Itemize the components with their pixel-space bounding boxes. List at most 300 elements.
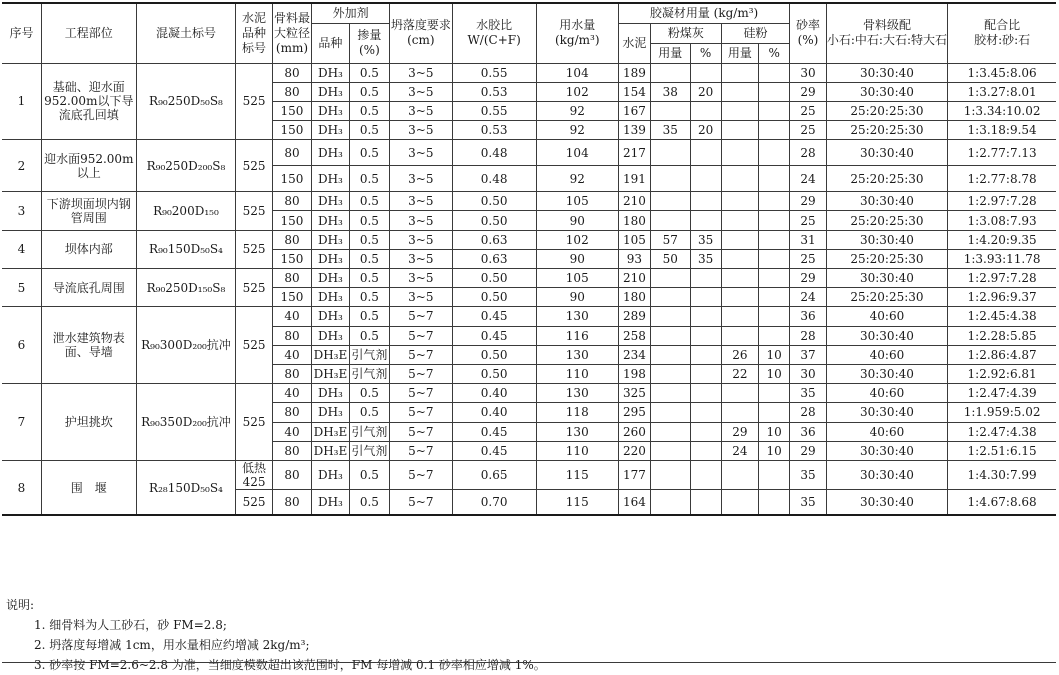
flyash-amount-cell: [651, 269, 690, 288]
water-binder-cell: 0.50: [452, 288, 536, 307]
slump-cell: 5~7: [390, 403, 452, 422]
ratio-cell: 1:3.45:8.06: [948, 63, 1056, 82]
cement-cell: 105: [618, 230, 650, 249]
max-aggregate-cell: 150: [272, 121, 311, 140]
header-wb-label: 水胶比: [476, 18, 513, 33]
cement-cell: 220: [618, 441, 650, 460]
flyash-amount-cell: [651, 101, 690, 120]
flyash-pct-cell: 20: [690, 121, 721, 140]
admixture-dose-cell: 引气剂: [349, 422, 390, 441]
admixture-dose-cell: 0.5: [349, 230, 390, 249]
max-aggregate-cell: 80: [272, 140, 311, 166]
cement-cell: 210: [618, 269, 650, 288]
silica-pct-cell: [759, 192, 790, 211]
grading-cell: 25:20:25:30: [826, 101, 948, 120]
sand-ratio-cell: 35: [790, 384, 826, 403]
sand-ratio-cell: 28: [790, 403, 826, 422]
ratio-cell: 1:2.47:4.38: [948, 422, 1056, 441]
flyash-amount-cell: [651, 166, 690, 192]
slump-cell: 5~7: [390, 489, 452, 515]
admixture-dose-cell: 引气剂: [349, 441, 390, 460]
water-binder-cell: 0.65: [452, 460, 536, 489]
sand-ratio-cell: 30: [790, 364, 826, 383]
ratio-cell: 1:3.34:10.02: [948, 101, 1056, 120]
flyash-amount-cell: [651, 63, 690, 82]
admixture-kind-cell: DH₃: [312, 307, 349, 326]
admixture-dose-cell: 0.5: [349, 326, 390, 345]
sand-ratio-cell: 36: [790, 422, 826, 441]
grading-cell: 25:20:25:30: [826, 288, 948, 307]
cement-cell: 167: [618, 101, 650, 120]
header-silica: 硅粉: [721, 23, 790, 43]
water-cell: 110: [536, 441, 618, 460]
water-cell: 104: [536, 63, 618, 82]
water-binder-cell: 0.63: [452, 249, 536, 268]
admixture-dose-cell: 0.5: [349, 460, 390, 489]
header-cement-grade: 水泥品种标号: [236, 3, 272, 63]
header-water: [536, 3, 618, 63]
water-binder-cell: 0.45: [452, 441, 536, 460]
silica-pct-cell: 10: [759, 422, 790, 441]
slump-cell: 5~7: [390, 364, 452, 383]
bottom-rule: [2, 662, 1056, 663]
sand-ratio-cell: 24: [790, 166, 826, 192]
admixture-kind-cell: DH₃: [312, 63, 349, 82]
flyash-amount-cell: [651, 140, 690, 166]
admixture-dose-cell: 0.5: [349, 101, 390, 120]
flyash-amount-cell: 50: [651, 249, 690, 268]
cement-cell: 139: [618, 121, 650, 140]
admixture-dose-cell: 0.5: [349, 249, 390, 268]
admixture-kind-cell: DH₃: [312, 166, 349, 192]
header-slump-label: 坍落度要求: [390, 18, 451, 33]
slump-cell: 3~5: [390, 63, 452, 82]
cement-grade: 525: [236, 63, 272, 140]
silica-amount-cell: [721, 211, 758, 230]
ratio-cell: 1:4.30:7.99: [948, 460, 1056, 489]
water-cell: 92: [536, 121, 618, 140]
ratio-cell: 1:2.28:5.85: [948, 326, 1056, 345]
water-binder-cell: 0.45: [452, 307, 536, 326]
ratio-cell: 1:1.959:5.02: [948, 403, 1056, 422]
silica-amount-cell: [721, 288, 758, 307]
mix-proportion-table: [2, 2, 1056, 516]
header-grading-label: 骨料级配: [862, 18, 911, 33]
row-number: 5: [2, 269, 41, 307]
admixture-kind-cell: DH₃: [312, 121, 349, 140]
cement-cell: 258: [618, 326, 650, 345]
grading-cell: 40:60: [826, 384, 948, 403]
sand-ratio-cell: 37: [790, 345, 826, 364]
header-admixture: 外加剂: [312, 3, 390, 23]
admixture-kind-cell: DH₃: [312, 489, 349, 515]
cement-cell: 198: [618, 364, 650, 383]
water-binder-cell: 0.63: [452, 230, 536, 249]
water-cell: 105: [536, 269, 618, 288]
sand-ratio-cell: 29: [790, 82, 826, 101]
ratio-cell: 1:2.47:4.39: [948, 384, 1056, 403]
cement-cell: 210: [618, 192, 650, 211]
silica-amount-cell: [721, 489, 758, 515]
admixture-dose-cell: 0.5: [349, 288, 390, 307]
water-cell: 115: [536, 489, 618, 515]
concrete-grade: R₉₀150D₅₀S₄: [136, 230, 236, 268]
water-binder-cell: 0.70: [452, 489, 536, 515]
admixture-dose-cell: 0.5: [349, 489, 390, 515]
concrete-grade: R₉₀300D₂₀₀抗冲: [136, 307, 236, 384]
header-water-label: 用水量: [559, 18, 596, 33]
table-row: [2, 140, 1056, 166]
admixture-dose-cell: 0.5: [349, 211, 390, 230]
max-aggregate-cell: 80: [272, 403, 311, 422]
slump-cell: 3~5: [390, 288, 452, 307]
flyash-pct-cell: [690, 326, 721, 345]
silica-amount-cell: [721, 403, 758, 422]
silica-pct-cell: [759, 121, 790, 140]
cement-cell: 189: [618, 63, 650, 82]
cement-cell: 295: [618, 403, 650, 422]
water-cell: 102: [536, 230, 618, 249]
flyash-pct-cell: [690, 441, 721, 460]
admixture-kind-cell: DH₃E: [312, 364, 349, 383]
admixture-kind-cell: DH₃: [312, 460, 349, 489]
ratio-cell: 1:2.51:6.15: [948, 441, 1056, 460]
max-aggregate-cell: 80: [272, 230, 311, 249]
concrete-grade: R₉₀350D₂₀₀抗冲: [136, 384, 236, 461]
slump-cell: 5~7: [390, 422, 452, 441]
engineering-part: 基础、迎水面952.00m以下导流底孔回填: [41, 63, 136, 140]
grading-cell: 25:20:25:30: [826, 166, 948, 192]
silica-pct-cell: [759, 384, 790, 403]
silica-pct-cell: [759, 288, 790, 307]
grading-cell: 25:20:25:30: [826, 121, 948, 140]
admixture-dose-cell: 0.5: [349, 121, 390, 140]
cement-grade: 525: [236, 307, 272, 384]
sand-ratio-cell: 28: [790, 326, 826, 345]
slump-cell: 5~7: [390, 384, 452, 403]
water-cell: 92: [536, 101, 618, 120]
max-aggregate-cell: 80: [272, 441, 311, 460]
silica-amount-cell: 29: [721, 422, 758, 441]
grading-cell: 30:30:40: [826, 82, 948, 101]
flyash-pct-cell: [690, 269, 721, 288]
silica-amount-cell: 22: [721, 364, 758, 383]
note-item: 2. 坍落度每增减 1cm，用水量相应约增减 2kg/m³;: [34, 638, 310, 652]
notes-section: [6, 595, 1046, 675]
grading-cell: 30:30:40: [826, 403, 948, 422]
header-flyash-pct: %: [690, 43, 721, 63]
max-aggregate-cell: 150: [272, 249, 311, 268]
table-row: [2, 269, 1056, 288]
flyash-pct-cell: [690, 364, 721, 383]
ratio-cell: 1:4.20:9.35: [948, 230, 1056, 249]
slump-cell: 3~5: [390, 211, 452, 230]
engineering-part: 围 堰: [41, 460, 136, 515]
max-aggregate-cell: 40: [272, 384, 311, 403]
silica-amount-cell: [721, 101, 758, 120]
note-item: 3. 砂率按 FM=2.6~2.8 为准，当细度模数超出该范围时，FM 每增减 0.1 砂率相应增减 1%。: [34, 658, 546, 672]
admixture-kind-cell: DH₃: [312, 140, 349, 166]
flyash-pct-cell: [690, 489, 721, 515]
flyash-amount-cell: [651, 403, 690, 422]
max-aggregate-cell: 80: [272, 489, 311, 515]
slump-cell: 5~7: [390, 345, 452, 364]
water-cell: 92: [536, 166, 618, 192]
silica-pct-cell: [759, 166, 790, 192]
cement-cell: 93: [618, 249, 650, 268]
water-cell: 130: [536, 384, 618, 403]
slump-cell: 3~5: [390, 121, 452, 140]
cement-cell: 325: [618, 384, 650, 403]
header-slump-unit: (cm): [407, 33, 435, 48]
max-aggregate-cell: 80: [272, 63, 311, 82]
row-number: 4: [2, 230, 41, 268]
max-aggregate-cell: 80: [272, 460, 311, 489]
slump-cell: 5~7: [390, 460, 452, 489]
concrete-grade: R₉₀200D₁₅₀: [136, 192, 236, 230]
flyash-pct-cell: [690, 166, 721, 192]
water-binder-cell: 0.50: [452, 192, 536, 211]
grading-cell: 30:30:40: [826, 326, 948, 345]
admixture-dose-cell: 0.5: [349, 63, 390, 82]
max-aggregate-cell: 80: [272, 326, 311, 345]
water-binder-cell: 0.48: [452, 166, 536, 192]
concrete-grade: R₉₀250D₂₀₀S₈: [136, 140, 236, 192]
admixture-kind-cell: DH₃: [312, 82, 349, 101]
header-cement: 水泥: [618, 23, 650, 63]
flyash-amount-cell: [651, 422, 690, 441]
table-row: [2, 230, 1056, 249]
water-binder-cell: 0.50: [452, 345, 536, 364]
header-max-aggregate: 骨料最大粒径(mm): [272, 3, 311, 63]
row-number: 1: [2, 63, 41, 140]
flyash-amount-cell: [651, 192, 690, 211]
admixture-kind-cell: DH₃: [312, 403, 349, 422]
admixture-kind-cell: DH₃: [312, 326, 349, 345]
header-ratio-sub: 胶材:砂:石: [974, 33, 1031, 48]
engineering-part: 下游坝面坝内钢管周围: [41, 192, 136, 230]
grading-cell: 30:30:40: [826, 489, 948, 515]
header-flyash-amount: 用量: [651, 43, 690, 63]
cement-grade: 525: [236, 489, 272, 515]
water-binder-cell: 0.50: [452, 211, 536, 230]
cement-cell: 177: [618, 460, 650, 489]
water-cell: 118: [536, 403, 618, 422]
water-binder-cell: 0.55: [452, 101, 536, 120]
water-cell: 130: [536, 422, 618, 441]
silica-amount-cell: [721, 249, 758, 268]
flyash-pct-cell: [690, 140, 721, 166]
admixture-kind-cell: DH₃: [312, 230, 349, 249]
grading-cell: 30:30:40: [826, 460, 948, 489]
grading-cell: 25:20:25:30: [826, 249, 948, 268]
cement-cell: 234: [618, 345, 650, 364]
admixture-kind-cell: DH₃E: [312, 345, 349, 364]
header-admix-kind: 品种: [312, 23, 349, 63]
water-binder-cell: 0.40: [452, 403, 536, 422]
flyash-amount-cell: 57: [651, 230, 690, 249]
admixture-dose-cell: 引气剂: [349, 345, 390, 364]
header-sand-ratio: [790, 3, 826, 63]
flyash-pct-cell: [690, 288, 721, 307]
sand-ratio-cell: 30: [790, 63, 826, 82]
slump-cell: 3~5: [390, 269, 452, 288]
water-binder-cell: 0.50: [452, 269, 536, 288]
max-aggregate-cell: 80: [272, 82, 311, 101]
ratio-cell: 1:2.92:6.81: [948, 364, 1056, 383]
flyash-pct-cell: [690, 307, 721, 326]
header-sand-unit: (%): [797, 33, 819, 48]
table-row: [2, 192, 1056, 211]
ratio-cell: 1:2.86:4.87: [948, 345, 1056, 364]
flyash-amount-cell: 38: [651, 82, 690, 101]
silica-amount-cell: [721, 192, 758, 211]
silica-amount-cell: [721, 384, 758, 403]
flyash-amount-cell: 35: [651, 121, 690, 140]
silica-pct-cell: [759, 489, 790, 515]
concrete-grade: R₉₀250D₁₅₀S₈: [136, 269, 236, 307]
silica-pct-cell: [759, 230, 790, 249]
cement-cell: 154: [618, 82, 650, 101]
silica-amount-cell: [721, 121, 758, 140]
header-slump: [390, 3, 452, 63]
sand-ratio-cell: 36: [790, 307, 826, 326]
silica-pct-cell: [759, 403, 790, 422]
header-water-binder: [452, 3, 536, 63]
cement-cell: 164: [618, 489, 650, 515]
header-ratio: [948, 3, 1056, 63]
max-aggregate-cell: 150: [272, 101, 311, 120]
header-part: 工程部位: [41, 3, 136, 63]
water-cell: 102: [536, 82, 618, 101]
flyash-amount-cell: [651, 460, 690, 489]
silica-amount-cell: [721, 166, 758, 192]
silica-amount-cell: [721, 307, 758, 326]
max-aggregate-cell: 80: [272, 192, 311, 211]
ratio-cell: 1:2.97:7.28: [948, 192, 1056, 211]
header-grade: 混凝土标号: [136, 3, 236, 63]
sand-ratio-cell: 25: [790, 211, 826, 230]
cement-cell: 180: [618, 211, 650, 230]
silica-pct-cell: [759, 460, 790, 489]
silica-pct-cell: [759, 269, 790, 288]
silica-amount-cell: [721, 460, 758, 489]
table-row: [2, 384, 1056, 403]
sand-ratio-cell: 35: [790, 489, 826, 515]
max-aggregate-cell: 80: [272, 364, 311, 383]
admixture-kind-cell: DH₃: [312, 211, 349, 230]
silica-pct-cell: [759, 211, 790, 230]
flyash-pct-cell: [690, 422, 721, 441]
header-silica-pct: %: [759, 43, 790, 63]
flyash-pct-cell: [690, 345, 721, 364]
max-aggregate-cell: 150: [272, 166, 311, 192]
grading-cell: 40:60: [826, 345, 948, 364]
slump-cell: 3~5: [390, 140, 452, 166]
admixture-dose-cell: 0.5: [349, 192, 390, 211]
ratio-cell: 1:2.77:8.78: [948, 166, 1056, 192]
water-cell: 105: [536, 192, 618, 211]
engineering-part: 泄水建筑物表面、导墙: [41, 307, 136, 384]
slump-cell: 3~5: [390, 249, 452, 268]
sand-ratio-cell: 29: [790, 269, 826, 288]
flyash-amount-cell: [651, 345, 690, 364]
mix-table-body: [2, 63, 1056, 515]
admixture-dose-cell: 0.5: [349, 384, 390, 403]
admixture-kind-cell: DH₃: [312, 269, 349, 288]
header-sand-label: 砂率: [795, 18, 820, 33]
slump-cell: 5~7: [390, 326, 452, 345]
table-row: [2, 460, 1056, 489]
water-cell: 104: [536, 140, 618, 166]
admixture-kind-cell: DH₃: [312, 384, 349, 403]
flyash-pct-cell: [690, 384, 721, 403]
slump-cell: 3~5: [390, 192, 452, 211]
max-aggregate-cell: 80: [272, 269, 311, 288]
silica-pct-cell: [759, 307, 790, 326]
flyash-amount-cell: [651, 211, 690, 230]
water-binder-cell: 0.50: [452, 364, 536, 383]
water-binder-cell: 0.53: [452, 82, 536, 101]
flyash-amount-cell: [651, 384, 690, 403]
grading-cell: 30:30:40: [826, 441, 948, 460]
flyash-pct-cell: [690, 211, 721, 230]
sand-ratio-cell: 24: [790, 288, 826, 307]
sand-ratio-cell: 35: [790, 460, 826, 489]
header-admix-dose: [349, 23, 390, 63]
max-aggregate-cell: 150: [272, 211, 311, 230]
row-number: 3: [2, 192, 41, 230]
cement-grade: 525: [236, 140, 272, 192]
admixture-dose-cell: 0.5: [349, 307, 390, 326]
header-silica-amount: 用量: [721, 43, 758, 63]
header-seq: 序号: [2, 3, 41, 63]
admixture-dose-cell: 0.5: [349, 403, 390, 422]
water-binder-cell: 0.45: [452, 422, 536, 441]
cement-grade: 525: [236, 384, 272, 461]
table-row: [2, 63, 1056, 82]
silica-amount-cell: 26: [721, 345, 758, 364]
cement-cell: 180: [618, 288, 650, 307]
slump-cell: 3~5: [390, 82, 452, 101]
flyash-pct-cell: 35: [690, 249, 721, 268]
silica-pct-cell: 10: [759, 441, 790, 460]
sand-ratio-cell: 28: [790, 140, 826, 166]
flyash-amount-cell: [651, 489, 690, 515]
slump-cell: 3~5: [390, 166, 452, 192]
ratio-cell: 1:2.97:7.28: [948, 269, 1056, 288]
sand-ratio-cell: 25: [790, 249, 826, 268]
flyash-pct-cell: 35: [690, 230, 721, 249]
water-cell: 90: [536, 288, 618, 307]
sand-ratio-cell: 25: [790, 101, 826, 120]
ratio-cell: 1:4.67:8.68: [948, 489, 1056, 515]
header-water-unit: (kg/m³): [554, 33, 600, 48]
flyash-amount-cell: [651, 288, 690, 307]
header-grading-sub: 小石:中石:大石:特大石: [826, 33, 948, 48]
flyash-amount-cell: [651, 307, 690, 326]
cement-grade: 525: [236, 230, 272, 268]
admixture-kind-cell: DH₃E: [312, 441, 349, 460]
grading-cell: 40:60: [826, 307, 948, 326]
slump-cell: 3~5: [390, 230, 452, 249]
water-cell: 130: [536, 307, 618, 326]
admixture-dose-cell: 0.5: [349, 166, 390, 192]
water-binder-cell: 0.48: [452, 140, 536, 166]
grading-cell: 30:30:40: [826, 230, 948, 249]
sand-ratio-cell: 31: [790, 230, 826, 249]
header-wb-formula: W/(C+F): [467, 33, 521, 48]
